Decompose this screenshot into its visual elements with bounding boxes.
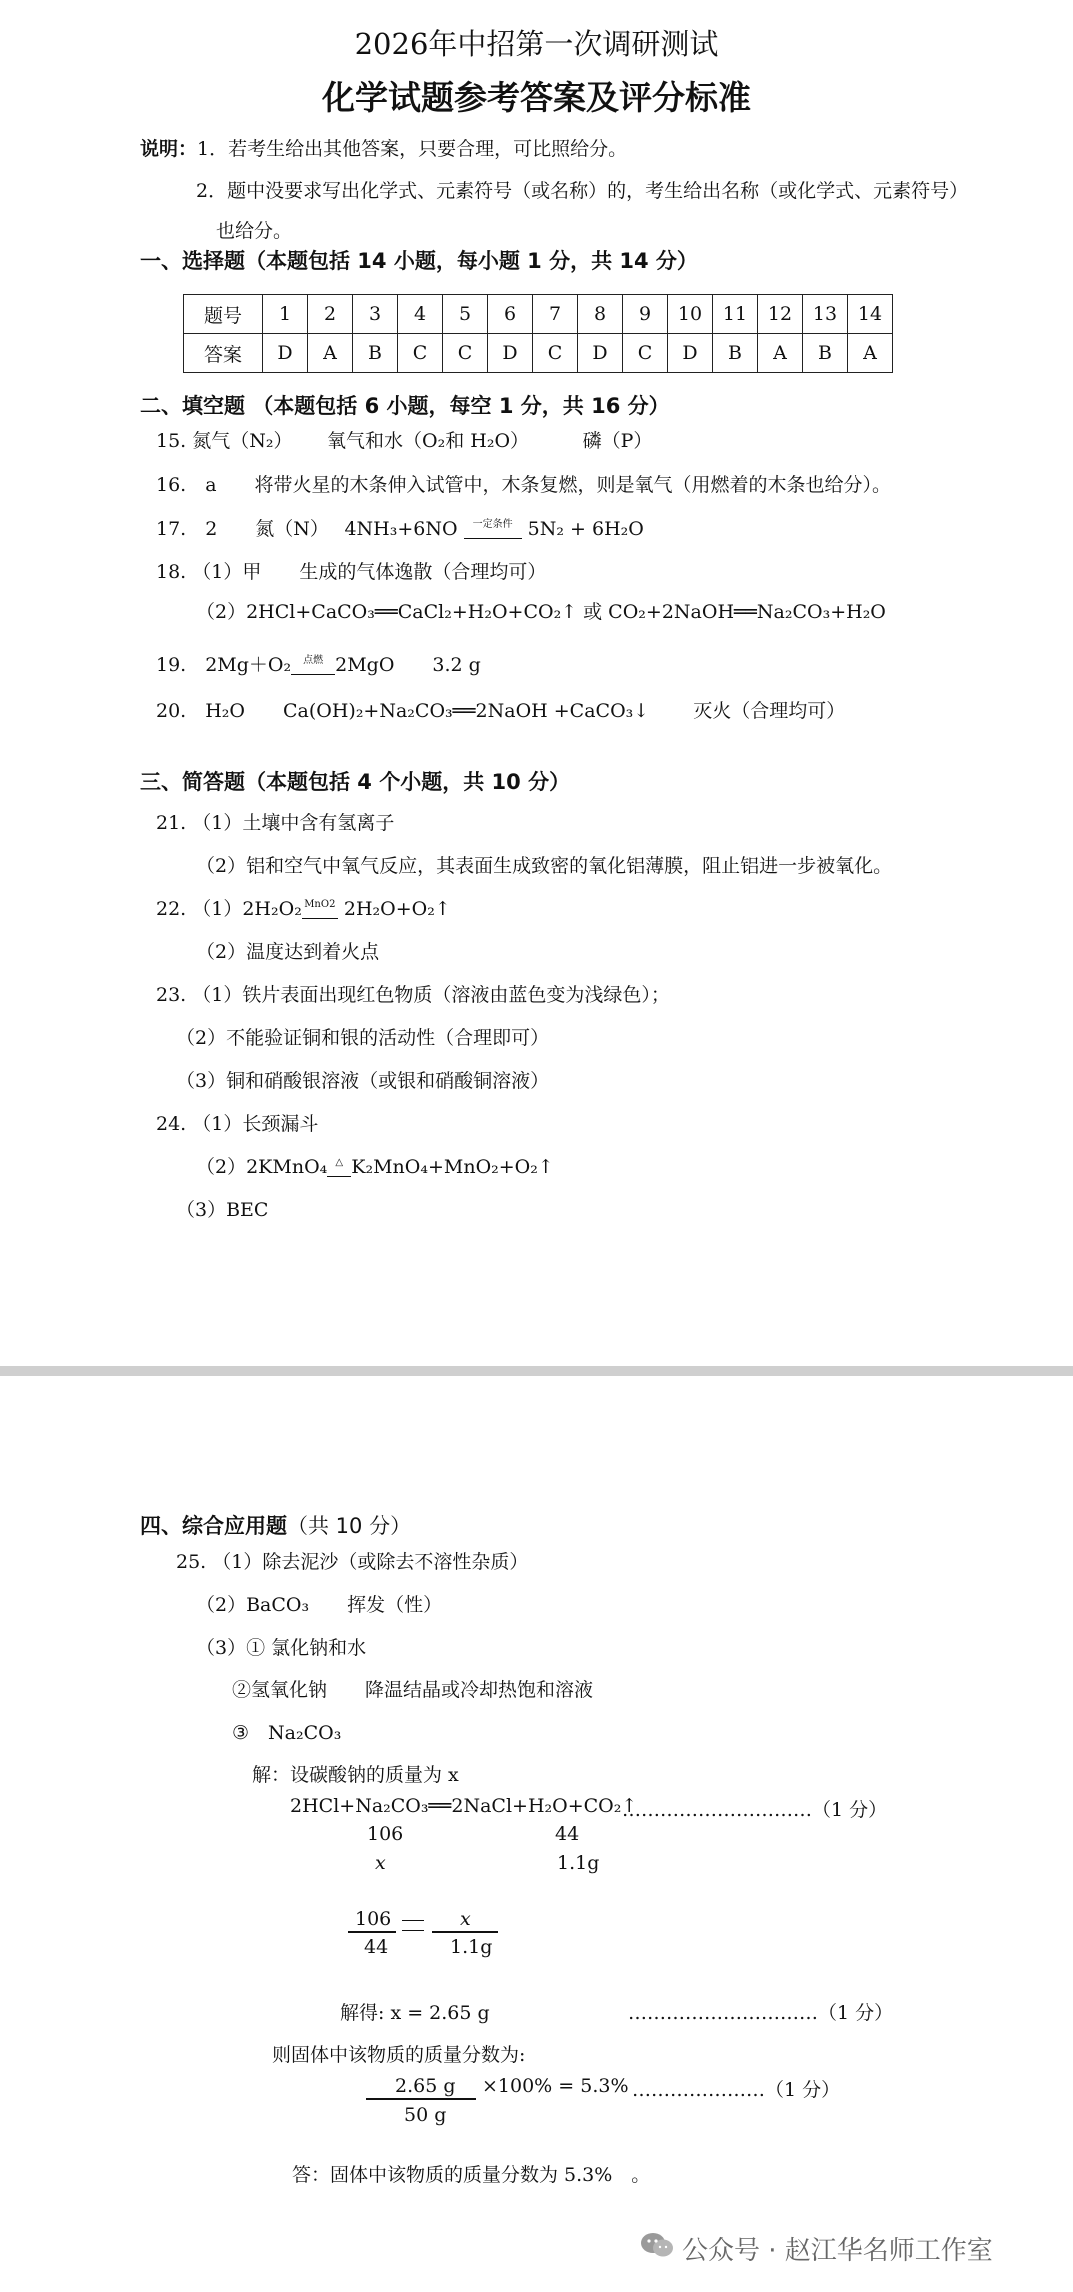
answer-19-products: 2MgO 3.2 g	[335, 654, 481, 676]
unknown-x: x	[375, 1852, 386, 1874]
row-label-number: 题号	[184, 295, 263, 334]
section-4-heading	[140, 1510, 411, 1540]
section-2-heading	[140, 390, 670, 420]
table-row-numbers	[184, 295, 893, 334]
fraction-bar	[366, 2098, 476, 2100]
answer-25-3-2: ②氢氧化钠 降温结晶或冷却热饱和溶液	[232, 1679, 594, 1701]
watermark-text: 公众号 · 赵江华名师工作室	[682, 2236, 993, 2266]
fraction-bar	[432, 1931, 498, 1933]
answer-24-text: （2）2KMnO₄	[196, 1156, 328, 1178]
condition-label: 一定条件	[472, 519, 513, 530]
reaction-condition-arrow	[327, 1157, 351, 1177]
molar-mass-na2co3: 106	[367, 1823, 404, 1845]
answer-19-text: 19. 2Mg＋O₂	[156, 654, 292, 676]
ratio-denominator-left: 44	[364, 1936, 389, 1958]
section-1-title: 一、选择题	[140, 249, 245, 273]
answer-cell: D	[578, 334, 623, 373]
answer-22-text: 22. （1）2H₂O₂	[156, 898, 302, 920]
question-number-cell: 4	[398, 295, 443, 334]
answer-cell: B	[713, 334, 758, 373]
ratio-numerator-right: x	[460, 1908, 471, 1930]
answer-cell: D	[488, 334, 533, 373]
answer-cell: C	[533, 334, 578, 373]
answer-24-products: K₂MnO₄+MnO₂+O₂↑	[351, 1156, 554, 1178]
answer-17-products: 5N₂ + 6H₂O	[521, 518, 644, 540]
answer-key-title: 化学试题参考答案及评分标准	[322, 78, 751, 117]
answer-24-1: 24. （1）长颈漏斗	[156, 1113, 319, 1135]
answer-cell: B	[803, 334, 848, 373]
reaction-condition-arrow	[302, 899, 338, 919]
wechat-icon	[640, 2232, 674, 2258]
score-point-2: …………………………（1 分）	[628, 2002, 894, 2024]
answer-22-products: 2H₂O+O₂↑	[337, 898, 451, 920]
answer-cell: D	[668, 334, 713, 373]
final-answer: 答：固体中该物质的质量分数为 5.3% 。	[292, 2164, 651, 2186]
reaction-condition-arrow	[464, 519, 522, 539]
section-4-note: （共 10 分）	[287, 1514, 412, 1538]
question-number-cell: 6	[488, 295, 533, 334]
row-label-answer: 答案	[184, 334, 263, 373]
ratio-numerator-left: 106	[355, 1908, 392, 1930]
molar-mass-co2: 44	[555, 1823, 580, 1845]
answer-22-2: （2）温度达到着火点	[196, 941, 380, 963]
section-4-title: 四、综合应用题	[140, 1514, 287, 1538]
answer-23-1: 23. （1）铁片表面出现红色物质（溶液由蓝色变为浅绿色）；	[156, 984, 670, 1006]
question-number-cell: 3	[353, 295, 398, 334]
notes-label: 说明：	[140, 138, 198, 160]
answer-cell: C	[443, 334, 488, 373]
question-number-cell: 1	[263, 295, 308, 334]
condition-label: △	[335, 1157, 344, 1168]
answer-19	[156, 650, 481, 677]
percent-numerator: 2.65 g	[395, 2075, 456, 2097]
condition-label: MnO2	[304, 899, 336, 910]
answer-22-1	[156, 894, 451, 921]
answer-25-2: （2）BaCO₃ 挥发（性）	[196, 1594, 443, 1616]
section-2-note: （本题包括 6 小题，每空 1 分，共 16 分）	[245, 394, 670, 418]
question-number-cell: 5	[443, 295, 488, 334]
answer-25-3-1: （3）① 氯化钠和水	[196, 1637, 367, 1659]
answer-21-1: 21. （1）土壤中含有氢离子	[156, 812, 395, 834]
ratio-denominator-right: 1.1g	[450, 1936, 493, 1958]
answer-25-1: 25. （1）除去泥沙（或除去不溶性杂质）	[176, 1551, 529, 1573]
solution-setup: 解：设碳酸钠的质量为 x	[252, 1764, 459, 1786]
answer-18-2: （2）2HCl+CaCO₃══CaCl₂+H₂O+CO₂↑ 或 CO₂+2NaOH══Na₂CO₃+H₂O	[196, 601, 886, 623]
answer-cell: B	[353, 334, 398, 373]
answer-18-1: 18. （1）甲 生成的气体逸散（合理均可）	[156, 561, 547, 583]
table-row-answers	[184, 334, 893, 373]
answer-cell: D	[263, 334, 308, 373]
section-3-title: 三、简答题	[140, 770, 245, 794]
section-1-note: （本题包括 14 小题，每小题 1 分，共 14 分）	[245, 249, 698, 273]
equals-sign	[402, 1920, 424, 1931]
fraction-bar	[348, 1931, 396, 1933]
percent-intro: 则固体中该物质的质量分数为:	[272, 2044, 526, 2066]
exam-title: 2026年中招第一次调研测试	[354, 27, 719, 61]
note-2-cont: 也给分。	[216, 220, 293, 242]
question-number-cell: 13	[803, 295, 848, 334]
question-number-cell: 12	[758, 295, 803, 334]
answer-24-3: （3）BEC	[176, 1199, 269, 1221]
score-point-3: …………………（1 分）	[632, 2079, 841, 2101]
percent-denominator: 50 g	[404, 2104, 447, 2126]
question-number-cell: 11	[713, 295, 758, 334]
question-number-cell: 14	[848, 295, 893, 334]
answer-cell: A	[848, 334, 893, 373]
question-number-cell: 2	[308, 295, 353, 334]
answer-23-2: （2）不能验证铜和银的活动性（合理即可）	[176, 1027, 550, 1049]
condition-label: 点燃	[303, 655, 324, 666]
question-number-cell: 8	[578, 295, 623, 334]
answer-23-3: （3）铜和硝酸银溶液（或银和硝酸铜溶液）	[176, 1070, 550, 1092]
answer-cell: A	[758, 334, 803, 373]
answer-21-2: （2）铝和空气中氧气反应，其表面生成致密的氧化铝薄膜，阻止铝进一步被氧化。	[196, 855, 893, 877]
chemical-equation: 2HCl+Na₂CO₃══2NaCl+H₂O+CO₂↑	[290, 1795, 638, 1817]
percent-result: ×100% = 5.3%	[482, 2075, 629, 2097]
question-number-cell: 9	[623, 295, 668, 334]
question-number-cell: 10	[668, 295, 713, 334]
answer-16: 16. a 将带火星的木条伸入试管中，木条复燃，则是氧气（用燃着的木条也给分）。	[156, 474, 892, 496]
notes	[140, 134, 627, 161]
answer-cell: C	[623, 334, 668, 373]
answer-20: 20. H₂O Ca(OH)₂+Na₂CO₃══2NaOH +CaCO₃↓ 灭火（合理均可）	[156, 700, 846, 722]
section-3-note: （本题包括 4 个小题，共 10 分）	[245, 770, 571, 794]
section-1-heading	[140, 245, 698, 275]
note-1: 1．若考生给出其他答案，只要合理，可比照给分。	[197, 138, 628, 160]
page-divider	[0, 1366, 1073, 1376]
reaction-condition-arrow	[291, 655, 335, 675]
question-number-cell: 7	[533, 295, 578, 334]
mass-co2: 1.1g	[557, 1852, 600, 1874]
score-point-1: …………………………（1 分）	[622, 1799, 888, 1821]
section-3-heading	[140, 766, 570, 796]
note-2: 2．题中没要求写出化学式、元素符号（或名称）的，考生给出名称（或化学式、元素符号）	[196, 180, 969, 202]
answer-24-2	[196, 1152, 554, 1179]
answer-17-text: 17. 2 氮（N） 4NH₃+6NO	[156, 518, 458, 540]
answer-cell: C	[398, 334, 443, 373]
multiple-choice-table	[183, 294, 893, 373]
answer-25-3-3: ③ Na₂CO₃	[232, 1722, 342, 1744]
section-2-title: 二、填空题	[140, 394, 245, 418]
answer-17	[156, 514, 644, 541]
answer-cell: A	[308, 334, 353, 373]
answer-15: 15. 氮气（N₂） 氧气和水（O₂和 H₂O） 磷（P）	[156, 430, 653, 452]
solve-result: 解得: x = 2.65 g	[340, 2002, 490, 2024]
